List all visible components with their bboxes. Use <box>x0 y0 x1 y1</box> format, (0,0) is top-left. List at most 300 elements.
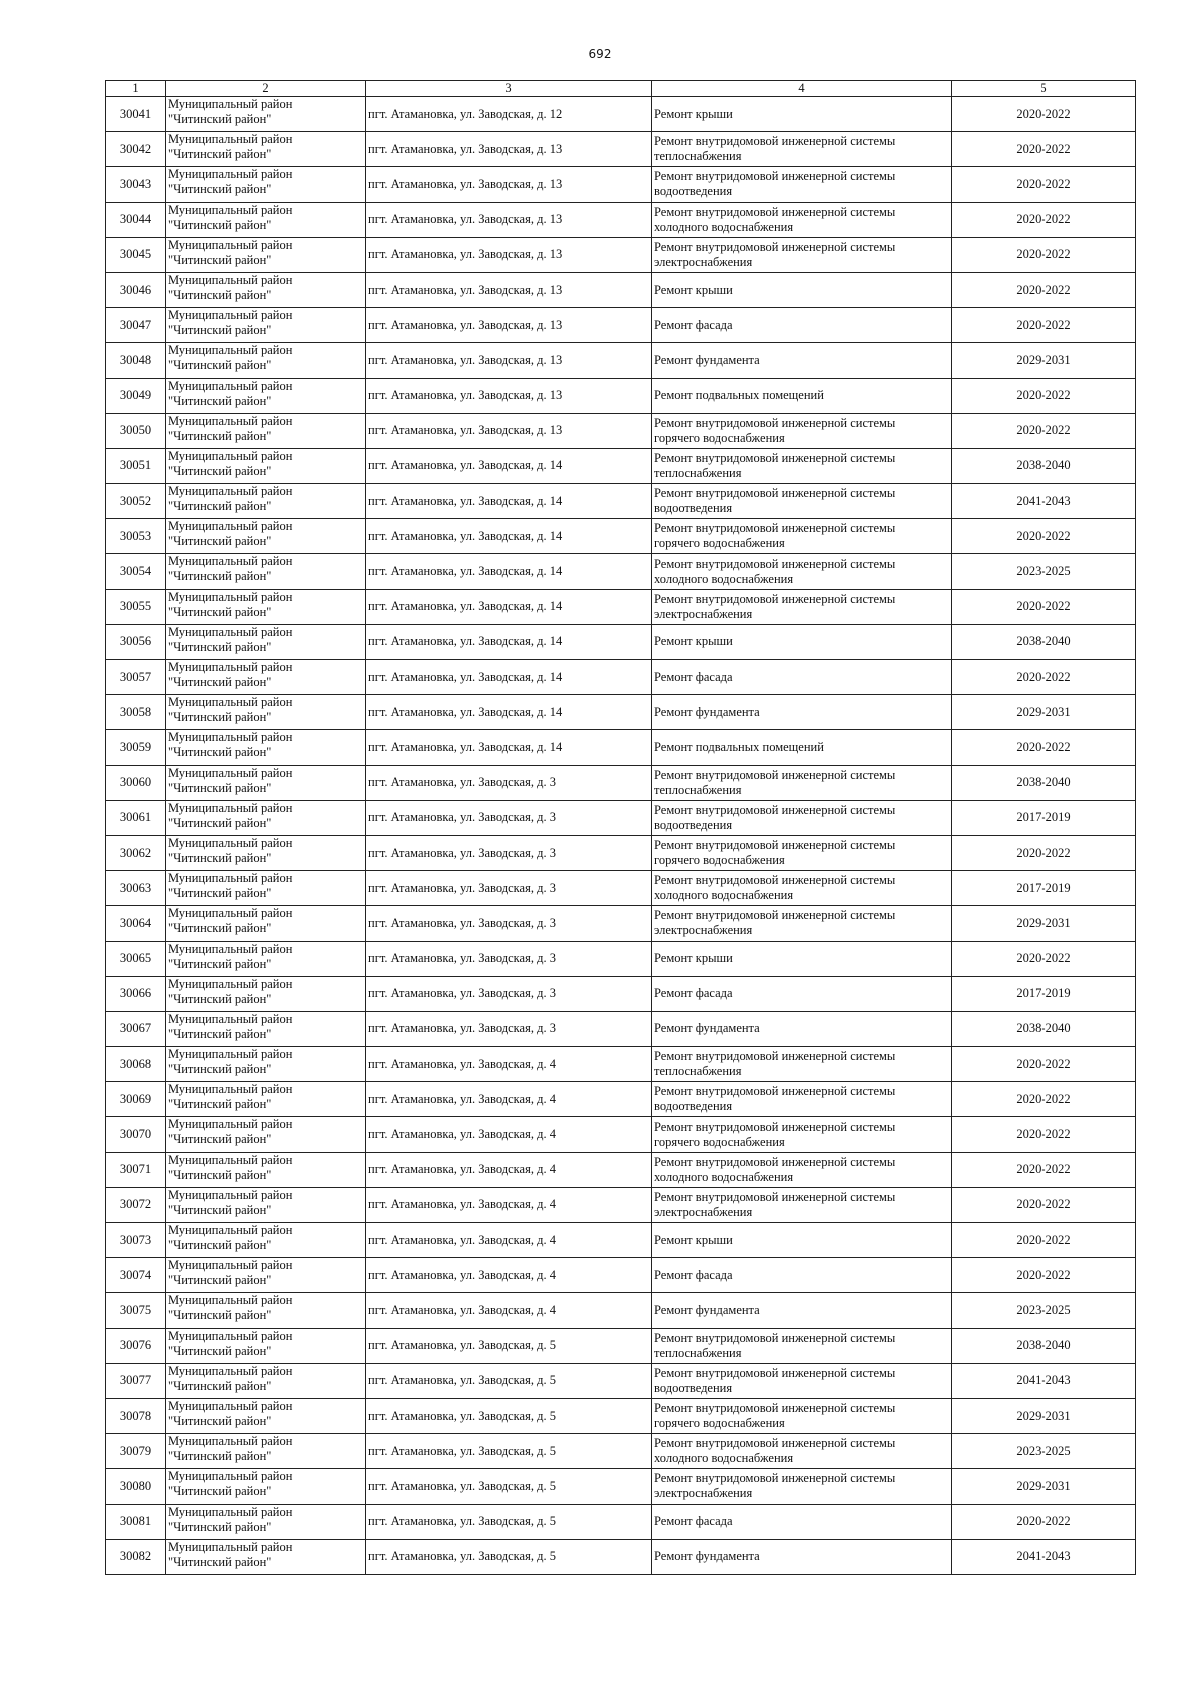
municipality-line: Муниципальный район <box>168 1011 293 1026</box>
row-number: 30073 <box>106 1223 166 1258</box>
period-cell: 2029-2031 <box>952 906 1136 941</box>
municipality-cell <box>166 906 366 941</box>
row-number: 30079 <box>106 1434 166 1469</box>
work-type-line: электроснабжения <box>654 1204 753 1219</box>
table-row <box>106 695 1136 730</box>
row-number: 30067 <box>106 1011 166 1046</box>
municipality-cell <box>166 1082 366 1117</box>
work-type-cell <box>652 730 952 765</box>
row-number: 30061 <box>106 800 166 835</box>
work-type-line: Ремонт внутридомовой инженерной системы <box>654 1154 896 1169</box>
work-type-line: Ремонт фасада <box>654 669 733 684</box>
work-type-line: Ремонт внутридомовой инженерной системы <box>654 415 896 430</box>
municipality-line: Муниципальный район <box>168 1117 293 1132</box>
municipality-cell <box>166 695 366 730</box>
municipality-line: Муниципальный район <box>168 589 293 604</box>
municipality-line: "Читинский район" <box>168 569 272 584</box>
period-cell: 2020-2022 <box>952 167 1136 202</box>
row-number: 30078 <box>106 1398 166 1433</box>
municipality-line: Муниципальный район <box>168 378 293 393</box>
municipality-line: "Читинский район" <box>168 639 272 654</box>
work-type-line: электроснабжения <box>654 923 753 938</box>
table-row <box>106 308 1136 343</box>
address-cell: пгт. Атамановка, ул. Заводская, д. 14 <box>366 484 652 519</box>
table-row <box>106 343 1136 378</box>
row-number: 30059 <box>106 730 166 765</box>
table-row <box>106 589 1136 624</box>
period-cell: 2020-2022 <box>952 660 1136 695</box>
work-type-cell <box>652 800 952 835</box>
row-number: 30057 <box>106 660 166 695</box>
municipality-line: "Читинский район" <box>168 1449 272 1464</box>
municipality-line: "Читинский район" <box>168 604 272 619</box>
work-type-line: Ремонт подвальных помещений <box>654 739 824 754</box>
work-type-line: холодного водоснабжения <box>654 1451 794 1466</box>
row-number: 30056 <box>106 624 166 659</box>
table-row <box>106 1187 1136 1222</box>
work-type-line: Ремонт внутридомовой инженерной системы <box>654 1084 896 1099</box>
municipality-line: Муниципальный район <box>168 554 293 569</box>
table-row <box>106 484 1136 519</box>
municipality-line: Муниципальный район <box>168 660 293 674</box>
municipality-line: "Читинский район" <box>168 956 272 971</box>
address-cell: пгт. Атамановка, ул. Заводская, д. 13 <box>366 343 652 378</box>
table-row <box>106 1258 1136 1293</box>
municipality-line: "Читинский район" <box>168 287 272 302</box>
municipality-line: Муниципальный район <box>168 1293 293 1308</box>
table-row <box>106 167 1136 202</box>
row-number: 30046 <box>106 272 166 307</box>
municipality-line: Муниципальный район <box>168 202 293 217</box>
address-cell: пгт. Атамановка, ул. Заводская, д. 14 <box>366 519 652 554</box>
period-cell: 2020-2022 <box>952 519 1136 554</box>
address-cell: пгт. Атамановка, ул. Заводская, д. 4 <box>366 1223 652 1258</box>
municipality-line: Муниципальный район <box>168 941 293 956</box>
work-type-cell <box>652 1363 952 1398</box>
municipality-cell <box>166 343 366 378</box>
period-cell: 2020-2022 <box>952 941 1136 976</box>
work-type-line: Ремонт фундамента <box>654 352 760 367</box>
address-cell: пгт. Атамановка, ул. Заводская, д. 3 <box>366 800 652 835</box>
period-cell: 2029-2031 <box>952 1398 1136 1433</box>
row-number: 30060 <box>106 765 166 800</box>
address-cell: пгт. Атамановка, ул. Заводская, д. 3 <box>366 906 652 941</box>
row-number: 30058 <box>106 695 166 730</box>
work-type-line: Ремонт крыши <box>654 1232 733 1247</box>
work-type-cell <box>652 308 952 343</box>
municipality-cell <box>166 660 366 695</box>
row-number: 30052 <box>106 484 166 519</box>
work-type-line: электроснабжения <box>654 254 753 269</box>
municipality-line: "Читинский район" <box>168 1378 272 1393</box>
work-type-line: электроснабжения <box>654 606 753 621</box>
address-cell: пгт. Атамановка, ул. Заводская, д. 13 <box>366 237 652 272</box>
work-type-line: Ремонт внутридомовой инженерной системы <box>654 1401 896 1416</box>
municipality-cell <box>166 1047 366 1082</box>
address-cell: пгт. Атамановка, ул. Заводская, д. 4 <box>366 1152 652 1187</box>
table-row <box>106 272 1136 307</box>
row-number: 30068 <box>106 1047 166 1082</box>
period-cell: 2017-2019 <box>952 871 1136 906</box>
municipality-cell <box>166 519 366 554</box>
period-cell: 2020-2022 <box>952 1117 1136 1152</box>
work-type-cell <box>652 1117 952 1152</box>
period-cell: 2023-2025 <box>952 1434 1136 1469</box>
municipality-line: "Читинский район" <box>168 745 272 760</box>
work-type-cell <box>652 1539 952 1574</box>
municipality-cell <box>166 1117 366 1152</box>
work-type-line: Ремонт внутридомовой инженерной системы <box>654 169 896 184</box>
work-type-line: Ремонт внутридомовой инженерной системы <box>654 239 896 254</box>
work-type-line: Ремонт крыши <box>654 106 733 121</box>
period-cell: 2020-2022 <box>952 835 1136 870</box>
period-cell: 2038-2040 <box>952 624 1136 659</box>
table-row <box>106 800 1136 835</box>
period-cell: 2041-2043 <box>952 1539 1136 1574</box>
page-number: 692 <box>588 47 612 61</box>
work-type-line: водоотведения <box>654 184 733 199</box>
municipality-cell <box>166 308 366 343</box>
address-cell: пгт. Атамановка, ул. Заводская, д. 13 <box>366 272 652 307</box>
municipality-cell <box>166 976 366 1011</box>
address-cell: пгт. Атамановка, ул. Заводская, д. 5 <box>366 1363 652 1398</box>
work-type-line: Ремонт крыши <box>654 634 733 649</box>
municipality-line: Муниципальный район <box>168 695 293 710</box>
table-row <box>106 554 1136 589</box>
municipality-line: Муниципальный район <box>168 1469 293 1484</box>
address-cell: пгт. Атамановка, ул. Заводская, д. 14 <box>366 730 652 765</box>
address-cell: пгт. Атамановка, ул. Заводская, д. 3 <box>366 871 652 906</box>
work-type-cell <box>652 941 952 976</box>
row-number: 30082 <box>106 1539 166 1574</box>
work-type-cell <box>652 1082 952 1117</box>
work-type-line: Ремонт внутридомовой инженерной системы <box>654 521 896 536</box>
table-row <box>106 1117 1136 1152</box>
address-cell: пгт. Атамановка, ул. Заводская, д. 4 <box>366 1258 652 1293</box>
work-type-cell <box>652 1293 952 1328</box>
address-cell: пгт. Атамановка, ул. Заводская, д. 4 <box>366 1082 652 1117</box>
work-type-cell <box>652 519 952 554</box>
work-type-cell <box>652 835 952 870</box>
municipality-line: "Читинский район" <box>168 534 272 549</box>
period-cell: 2029-2031 <box>952 343 1136 378</box>
period-cell: 2023-2025 <box>952 1293 1136 1328</box>
municipality-line: "Читинский район" <box>168 1026 272 1041</box>
municipality-line: "Читинский район" <box>168 1343 272 1358</box>
municipality-cell <box>166 1223 366 1258</box>
work-type-line: холодного водоснабжения <box>654 888 794 903</box>
column-header-2: 2 <box>166 81 366 97</box>
work-type-line: Ремонт внутридомовой инженерной системы <box>654 134 896 149</box>
work-type-line: теплоснабжения <box>654 149 742 164</box>
work-type-line: Ремонт фундамента <box>654 1021 760 1036</box>
table-row <box>106 1469 1136 1504</box>
work-type-line: электроснабжения <box>654 1486 753 1501</box>
work-type-line: теплоснабжения <box>654 1345 742 1360</box>
municipality-cell <box>166 1363 366 1398</box>
municipality-line: Муниципальный район <box>168 448 293 463</box>
work-type-line: Ремонт внутридомовой инженерной системы <box>654 767 896 782</box>
municipality-line: Муниципальный район <box>168 167 293 182</box>
table-row <box>106 1363 1136 1398</box>
work-type-line: холодного водоснабжения <box>654 1169 794 1184</box>
table-row <box>106 765 1136 800</box>
work-type-cell <box>652 202 952 237</box>
table-row <box>106 1047 1136 1082</box>
period-cell: 2020-2022 <box>952 1223 1136 1258</box>
work-type-line: Ремонт внутридомовой инженерной системы <box>654 1189 896 1204</box>
municipality-line: "Читинский район" <box>168 323 272 338</box>
column-header-3: 3 <box>366 81 652 97</box>
municipality-line: Муниципальный район <box>168 1504 293 1519</box>
municipality-cell <box>166 1152 366 1187</box>
table-row <box>106 976 1136 1011</box>
municipality-cell <box>166 765 366 800</box>
period-cell: 2020-2022 <box>952 1504 1136 1539</box>
period-cell: 2038-2040 <box>952 765 1136 800</box>
table-row <box>106 237 1136 272</box>
municipality-line: "Читинский район" <box>168 217 272 232</box>
municipality-cell <box>166 1187 366 1222</box>
work-type-line: Ремонт внутридомовой инженерной системы <box>654 556 896 571</box>
municipality-line: Муниципальный район <box>168 1187 293 1202</box>
work-type-line: теплоснабжения <box>654 465 742 480</box>
table-row <box>106 1152 1136 1187</box>
work-type-cell <box>652 132 952 167</box>
row-number: 30050 <box>106 413 166 448</box>
municipality-line: "Читинский район" <box>168 1238 272 1252</box>
work-type-line: Ремонт внутридомовой инженерной системы <box>654 591 896 606</box>
municipality-line: "Читинский район" <box>168 780 272 795</box>
municipality-cell <box>166 448 366 483</box>
municipality-line: "Читинский район" <box>168 358 272 373</box>
work-type-cell <box>652 413 952 448</box>
work-type-cell <box>652 272 952 307</box>
work-type-cell <box>652 660 952 695</box>
municipality-line: Муниципальный район <box>168 413 293 428</box>
municipality-line: Муниципальный район <box>168 1258 293 1273</box>
column-number-row <box>106 81 1136 97</box>
work-type-cell <box>652 554 952 589</box>
work-type-cell <box>652 1398 952 1433</box>
work-type-cell <box>652 378 952 413</box>
municipality-line: Муниципальный район <box>168 1328 293 1343</box>
municipality-cell <box>166 800 366 835</box>
table-row <box>106 871 1136 906</box>
work-type-line: Ремонт внутридомовой инженерной системы <box>654 802 896 817</box>
table-row <box>106 1539 1136 1574</box>
municipality-line: "Читинский район" <box>168 850 272 865</box>
work-type-line: Ремонт фасада <box>654 317 733 332</box>
municipality-line: "Читинский район" <box>168 147 272 162</box>
work-type-cell <box>652 1011 952 1046</box>
work-type-line: горячего водоснабжения <box>654 1416 785 1431</box>
period-cell: 2017-2019 <box>952 800 1136 835</box>
address-cell: пгт. Атамановка, ул. Заводская, д. 14 <box>366 554 652 589</box>
period-cell: 2020-2022 <box>952 1047 1136 1082</box>
address-cell: пгт. Атамановка, ул. Заводская, д. 3 <box>366 941 652 976</box>
repair-registry-table <box>105 80 1136 1575</box>
work-type-cell <box>652 906 952 941</box>
municipality-cell <box>166 624 366 659</box>
municipality-cell <box>166 589 366 624</box>
work-type-line: горячего водоснабжения <box>654 1134 785 1149</box>
municipality-line: "Читинский район" <box>168 1273 272 1288</box>
work-type-cell <box>652 237 952 272</box>
row-number: 30064 <box>106 906 166 941</box>
address-cell: пгт. Атамановка, ул. Заводская, д. 14 <box>366 589 652 624</box>
work-type-line: Ремонт крыши <box>654 951 733 966</box>
address-cell: пгт. Атамановка, ул. Заводская, д. 13 <box>366 132 652 167</box>
work-type-line: Ремонт внутридомовой инженерной системы <box>654 873 896 888</box>
municipality-line: Муниципальный район <box>168 1434 293 1449</box>
row-number: 30055 <box>106 589 166 624</box>
municipality-line: Муниципальный район <box>168 976 293 991</box>
address-cell: пгт. Атамановка, ул. Заводская, д. 5 <box>366 1539 652 1574</box>
period-cell: 2029-2031 <box>952 1469 1136 1504</box>
work-type-line: горячего водоснабжения <box>654 430 785 445</box>
work-type-cell <box>652 1328 952 1363</box>
municipality-line: "Читинский район" <box>168 815 272 830</box>
address-cell: пгт. Атамановка, ул. Заводская, д. 3 <box>366 1011 652 1046</box>
municipality-line: "Читинский район" <box>168 1554 272 1569</box>
address-cell: пгт. Атамановка, ул. Заводская, д. 14 <box>366 695 652 730</box>
table-row <box>106 519 1136 554</box>
address-cell: пгт. Атамановка, ул. Заводская, д. 5 <box>366 1504 652 1539</box>
municipality-cell <box>166 272 366 307</box>
row-number: 30072 <box>106 1187 166 1222</box>
municipality-line: Муниципальный район <box>168 132 293 147</box>
table-row <box>106 835 1136 870</box>
municipality-line: Муниципальный район <box>168 871 293 886</box>
table-row <box>106 906 1136 941</box>
row-number: 30076 <box>106 1328 166 1363</box>
table-row <box>106 378 1136 413</box>
work-type-cell <box>652 695 952 730</box>
work-type-line: Ремонт фундамента <box>654 1549 760 1564</box>
column-header-5: 5 <box>952 81 1136 97</box>
municipality-line: "Читинский район" <box>168 1519 272 1534</box>
municipality-cell <box>166 237 366 272</box>
municipality-cell <box>166 1293 366 1328</box>
municipality-cell <box>166 871 366 906</box>
address-cell: пгт. Атамановка, ул. Заводская, д. 5 <box>366 1434 652 1469</box>
table-row <box>106 1328 1136 1363</box>
period-cell: 2020-2022 <box>952 1258 1136 1293</box>
period-cell: 2020-2022 <box>952 97 1136 132</box>
row-number: 30062 <box>106 835 166 870</box>
row-number: 30043 <box>106 167 166 202</box>
row-number: 30051 <box>106 448 166 483</box>
municipality-line: "Читинский район" <box>168 1202 272 1217</box>
table-row <box>106 624 1136 659</box>
work-type-line: водоотведения <box>654 501 733 516</box>
municipality-line: Муниципальный район <box>168 519 293 534</box>
municipality-line: "Читинский район" <box>168 886 272 901</box>
municipality-cell <box>166 378 366 413</box>
work-type-cell <box>652 97 952 132</box>
row-number: 30041 <box>106 97 166 132</box>
work-type-line: Ремонт внутридомовой инженерной системы <box>654 1471 896 1486</box>
municipality-line: "Читинский район" <box>168 428 272 443</box>
municipality-cell <box>166 1258 366 1293</box>
work-type-line: водоотведения <box>654 817 733 832</box>
municipality-line: "Читинский район" <box>168 112 272 126</box>
period-cell: 2041-2043 <box>952 1363 1136 1398</box>
address-cell: пгт. Атамановка, ул. Заводская, д. 14 <box>366 660 652 695</box>
municipality-cell <box>166 1328 366 1363</box>
table-row <box>106 660 1136 695</box>
row-number: 30065 <box>106 941 166 976</box>
municipality-line: "Читинский район" <box>168 182 272 197</box>
municipality-cell <box>166 1504 366 1539</box>
work-type-cell <box>652 871 952 906</box>
address-cell: пгт. Атамановка, ул. Заводская, д. 4 <box>366 1187 652 1222</box>
period-cell: 2020-2022 <box>952 1152 1136 1187</box>
municipality-line: Муниципальный район <box>168 1398 293 1413</box>
work-type-line: Ремонт внутридомовой инженерной системы <box>654 1330 896 1345</box>
municipality-cell <box>166 484 366 519</box>
address-cell: пгт. Атамановка, ул. Заводская, д. 4 <box>366 1117 652 1152</box>
address-cell: пгт. Атамановка, ул. Заводская, д. 12 <box>366 97 652 132</box>
row-number: 30049 <box>106 378 166 413</box>
municipality-cell <box>166 1398 366 1433</box>
row-number: 30063 <box>106 871 166 906</box>
row-number: 30045 <box>106 237 166 272</box>
table-row <box>106 730 1136 765</box>
municipality-line: "Читинский район" <box>168 463 272 478</box>
municipality-line: Муниципальный район <box>168 1082 293 1097</box>
table-row <box>106 202 1136 237</box>
address-cell: пгт. Атамановка, ул. Заводская, д. 13 <box>366 202 652 237</box>
row-number: 30081 <box>106 1504 166 1539</box>
municipality-line: Муниципальный район <box>168 237 293 252</box>
table-row <box>106 1504 1136 1539</box>
municipality-line: Муниципальный район <box>168 1047 293 1062</box>
municipality-line: "Читинский район" <box>168 1484 272 1499</box>
work-type-line: Ремонт крыши <box>654 282 733 297</box>
row-number: 30074 <box>106 1258 166 1293</box>
work-type-line: холодного водоснабжения <box>654 571 794 586</box>
work-type-cell <box>652 484 952 519</box>
period-cell: 2020-2022 <box>952 132 1136 167</box>
municipality-line: "Читинский район" <box>168 1062 272 1077</box>
municipality-cell <box>166 1011 366 1046</box>
table-row <box>106 413 1136 448</box>
municipality-line: Муниципальный район <box>168 624 293 639</box>
municipality-cell <box>166 941 366 976</box>
municipality-line: "Читинский район" <box>168 1167 272 1182</box>
period-cell: 2020-2022 <box>952 1187 1136 1222</box>
municipality-line: Муниципальный район <box>168 1152 293 1167</box>
period-cell: 2020-2022 <box>952 202 1136 237</box>
municipality-line: "Читинский район" <box>168 1308 272 1323</box>
address-cell: пгт. Атамановка, ул. Заводская, д. 3 <box>366 976 652 1011</box>
municipality-cell <box>166 835 366 870</box>
municipality-line: Муниципальный район <box>168 1539 293 1554</box>
work-type-line: холодного водоснабжения <box>654 219 794 234</box>
work-type-cell <box>652 1469 952 1504</box>
municipality-line: Муниципальный район <box>168 308 293 323</box>
period-cell: 2020-2022 <box>952 589 1136 624</box>
work-type-line: Ремонт внутридомовой инженерной системы <box>654 1119 896 1134</box>
municipality-cell <box>166 132 366 167</box>
table-row <box>106 1398 1136 1433</box>
municipality-line: Муниципальный район <box>168 272 293 287</box>
municipality-line: Муниципальный район <box>168 906 293 921</box>
work-type-cell <box>652 1152 952 1187</box>
table-row <box>106 97 1136 132</box>
